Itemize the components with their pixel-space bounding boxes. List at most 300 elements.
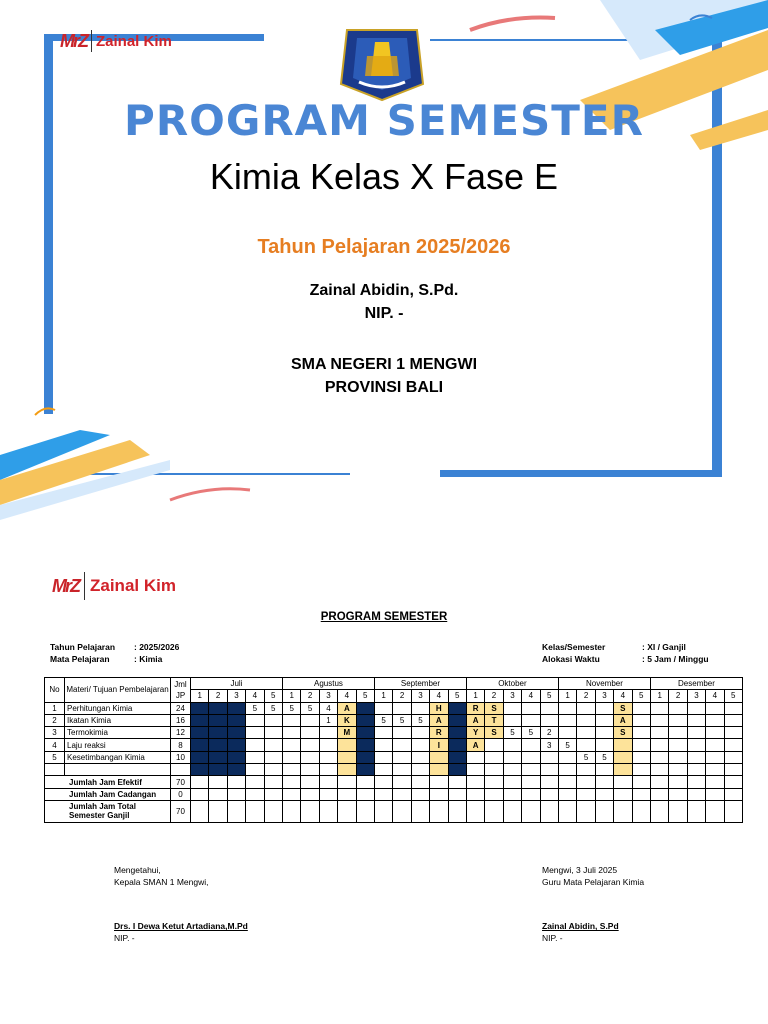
summary-cell bbox=[485, 776, 503, 788]
summary-cell bbox=[393, 800, 411, 822]
summary-cell bbox=[577, 776, 595, 788]
cover-subtitle: Kimia Kelas X Fase E bbox=[209, 156, 559, 197]
summary-cell bbox=[393, 776, 411, 788]
week-cell bbox=[430, 764, 448, 776]
week-cell: 1 bbox=[319, 714, 337, 726]
brand-logo-mark: MrZ bbox=[52, 575, 79, 596]
summary-cell bbox=[485, 788, 503, 800]
header-week: 5 bbox=[356, 690, 374, 702]
semester-schedule-table bbox=[44, 677, 743, 823]
week-cell bbox=[448, 702, 466, 714]
week-cell bbox=[411, 702, 429, 714]
signature-nip: NIP. - bbox=[542, 933, 563, 943]
brand-logo-divider bbox=[91, 30, 92, 52]
week-cell bbox=[393, 702, 411, 714]
week-cell bbox=[264, 739, 282, 751]
week-cell bbox=[687, 751, 705, 763]
squiggle-orange-left bbox=[35, 408, 55, 415]
week-cell bbox=[577, 727, 595, 739]
week-cell bbox=[374, 727, 392, 739]
table-row bbox=[45, 727, 743, 739]
week-cell bbox=[540, 702, 558, 714]
summary-row bbox=[45, 800, 743, 822]
week-cell bbox=[209, 714, 227, 726]
week-cell bbox=[448, 739, 466, 751]
week-cell bbox=[374, 739, 392, 751]
summary-cell bbox=[632, 788, 650, 800]
summary-cell bbox=[209, 788, 227, 800]
week-cell bbox=[191, 702, 209, 714]
week-cell bbox=[558, 714, 576, 726]
week-cell: 5 bbox=[577, 751, 595, 763]
week-cell bbox=[706, 702, 724, 714]
week-cell bbox=[319, 739, 337, 751]
header-week: 3 bbox=[687, 690, 705, 702]
header-week: 2 bbox=[485, 690, 503, 702]
summary-cell bbox=[191, 800, 209, 822]
week-cell bbox=[503, 764, 521, 776]
week-cell bbox=[650, 739, 668, 751]
summary-cell bbox=[264, 776, 282, 788]
summary-cell bbox=[448, 800, 466, 822]
week-cell bbox=[374, 702, 392, 714]
summary-cell bbox=[466, 776, 484, 788]
row-jp: 10 bbox=[171, 751, 191, 763]
week-cell bbox=[724, 702, 742, 714]
week-cell bbox=[448, 727, 466, 739]
summary-label: Jumlah Jam Cadangan bbox=[45, 788, 171, 800]
week-cell bbox=[650, 751, 668, 763]
summary-cell bbox=[650, 800, 668, 822]
week-cell bbox=[614, 739, 632, 751]
week-cell: A bbox=[430, 714, 448, 726]
cover-author: Zainal Abidin, S.Pd. bbox=[309, 282, 459, 299]
summary-cell bbox=[338, 776, 356, 788]
summary-cell bbox=[687, 788, 705, 800]
week-cell bbox=[319, 764, 337, 776]
summary-cell bbox=[411, 776, 429, 788]
meta-row bbox=[542, 653, 709, 665]
week-cell bbox=[577, 714, 595, 726]
week-cell bbox=[614, 764, 632, 776]
summary-cell bbox=[669, 776, 687, 788]
week-cell bbox=[485, 751, 503, 763]
summary-cell bbox=[282, 788, 300, 800]
summary-cell bbox=[430, 776, 448, 788]
week-cell bbox=[577, 739, 595, 751]
week-cell bbox=[264, 714, 282, 726]
week-cell bbox=[503, 702, 521, 714]
row-no: 2 bbox=[45, 714, 65, 726]
week-cell bbox=[338, 739, 356, 751]
header-month: Juli bbox=[191, 678, 283, 690]
week-cell: 5 bbox=[374, 714, 392, 726]
week-cell bbox=[338, 764, 356, 776]
week-cell bbox=[558, 751, 576, 763]
week-cell bbox=[466, 764, 484, 776]
week-cell bbox=[356, 764, 374, 776]
week-cell: A bbox=[466, 714, 484, 726]
signature-line2: Guru Mata Pelajaran Kimia bbox=[542, 877, 645, 887]
signature-name: Zainal Abidin, S.Pd bbox=[542, 921, 619, 931]
week-cell: K bbox=[338, 714, 356, 726]
table-row bbox=[45, 764, 743, 776]
header-week: 5 bbox=[632, 690, 650, 702]
meta-row bbox=[50, 641, 179, 653]
week-cell bbox=[209, 764, 227, 776]
week-cell bbox=[227, 739, 245, 751]
header-month: Desember bbox=[650, 678, 742, 690]
summary-label: Jumlah Jam Total Semester Ganjil bbox=[45, 800, 171, 822]
week-cell: 5 bbox=[393, 714, 411, 726]
summary-cell bbox=[209, 800, 227, 822]
week-cell: H bbox=[430, 702, 448, 714]
header-month: Agustus bbox=[282, 678, 374, 690]
summary-cell bbox=[522, 788, 540, 800]
week-cell bbox=[669, 727, 687, 739]
week-cell bbox=[650, 727, 668, 739]
week-cell: S bbox=[485, 727, 503, 739]
header-week: 4 bbox=[246, 690, 264, 702]
cover-academic-year: Tahun Pelajaran 2025/2026 bbox=[257, 236, 511, 258]
week-cell bbox=[687, 727, 705, 739]
header-week: 4 bbox=[338, 690, 356, 702]
week-cell bbox=[209, 702, 227, 714]
summary-cell bbox=[246, 776, 264, 788]
summary-cell bbox=[227, 788, 245, 800]
week-cell bbox=[393, 739, 411, 751]
header-week: 2 bbox=[393, 690, 411, 702]
summary-cell bbox=[227, 800, 245, 822]
week-cell bbox=[227, 702, 245, 714]
week-cell bbox=[209, 751, 227, 763]
row-jp: 16 bbox=[171, 714, 191, 726]
week-cell: 2 bbox=[540, 727, 558, 739]
header-week: 5 bbox=[448, 690, 466, 702]
header-week: 5 bbox=[540, 690, 558, 702]
header-week: 1 bbox=[374, 690, 392, 702]
meta-value: : 5 Jam / Minggu bbox=[642, 654, 709, 664]
table-row bbox=[45, 702, 743, 714]
summary-cell bbox=[301, 788, 319, 800]
week-cell bbox=[669, 751, 687, 763]
week-cell bbox=[485, 764, 503, 776]
week-cell bbox=[558, 727, 576, 739]
week-cell bbox=[282, 764, 300, 776]
meta-label: Mata Pelajaran bbox=[50, 654, 110, 664]
week-cell: 5 bbox=[301, 702, 319, 714]
row-materi: Perhitungan Kimia bbox=[65, 702, 171, 714]
week-cell: A bbox=[338, 702, 356, 714]
week-cell bbox=[393, 727, 411, 739]
summary-cell bbox=[430, 788, 448, 800]
cover-nip: NIP. - bbox=[364, 305, 404, 322]
brand-name: Zainal Kim bbox=[96, 32, 172, 50]
summary-cell bbox=[577, 800, 595, 822]
week-cell bbox=[411, 739, 429, 751]
header-week: 1 bbox=[558, 690, 576, 702]
summary-cell bbox=[522, 800, 540, 822]
summary-cell bbox=[466, 788, 484, 800]
week-cell bbox=[632, 714, 650, 726]
week-cell bbox=[301, 727, 319, 739]
week-cell bbox=[374, 751, 392, 763]
summary-cell bbox=[448, 788, 466, 800]
meta-row bbox=[542, 641, 709, 653]
week-cell bbox=[246, 751, 264, 763]
summary-cell bbox=[319, 788, 337, 800]
summary-cell bbox=[614, 788, 632, 800]
row-materi: Termokimia bbox=[65, 727, 171, 739]
week-cell: 5 bbox=[264, 702, 282, 714]
brand-logo-mark: MrZ bbox=[60, 30, 87, 51]
summary-value: 70 bbox=[171, 800, 191, 822]
week-cell bbox=[706, 751, 724, 763]
header-month: Oktober bbox=[466, 678, 558, 690]
summary-cell bbox=[338, 788, 356, 800]
summary-cell bbox=[356, 800, 374, 822]
summary-cell bbox=[503, 800, 521, 822]
summary-cell bbox=[246, 788, 264, 800]
summary-cell bbox=[319, 776, 337, 788]
week-cell bbox=[522, 739, 540, 751]
summary-cell bbox=[374, 776, 392, 788]
summary-cell bbox=[393, 788, 411, 800]
signature-name: Drs. I Dewa Ketut Artadiana,M.Pd bbox=[114, 921, 248, 931]
week-cell bbox=[595, 764, 613, 776]
week-cell bbox=[301, 739, 319, 751]
header-week: 2 bbox=[301, 690, 319, 702]
summary-cell bbox=[411, 788, 429, 800]
week-cell bbox=[246, 739, 264, 751]
week-cell: S bbox=[485, 702, 503, 714]
brand-logo-divider bbox=[84, 572, 85, 600]
summary-cell bbox=[301, 776, 319, 788]
week-cell bbox=[411, 764, 429, 776]
header-week: 5 bbox=[264, 690, 282, 702]
week-cell bbox=[540, 714, 558, 726]
summary-cell bbox=[540, 788, 558, 800]
signature-left bbox=[114, 864, 248, 944]
summary-cell bbox=[540, 800, 558, 822]
summary-cell bbox=[356, 776, 374, 788]
week-cell bbox=[393, 751, 411, 763]
week-cell bbox=[595, 739, 613, 751]
header-no: No bbox=[45, 678, 65, 703]
week-cell bbox=[319, 727, 337, 739]
table-row bbox=[45, 714, 743, 726]
summary-cell bbox=[319, 800, 337, 822]
week-cell bbox=[264, 751, 282, 763]
week-cell bbox=[650, 714, 668, 726]
week-cell: 5 bbox=[411, 714, 429, 726]
meta-value: : Kimia bbox=[134, 654, 163, 664]
week-cell bbox=[227, 727, 245, 739]
week-cell bbox=[706, 739, 724, 751]
summary-row bbox=[45, 788, 743, 800]
row-materi: Kesetimbangan Kimia bbox=[65, 751, 171, 763]
meta-value: : XI / Ganjil bbox=[642, 642, 686, 652]
week-cell bbox=[522, 714, 540, 726]
header-week: 4 bbox=[522, 690, 540, 702]
cover-province: PROVINSI BALI bbox=[324, 379, 444, 396]
meta-label: Alokasi Waktu bbox=[542, 654, 600, 664]
week-cell bbox=[356, 727, 374, 739]
week-cell bbox=[724, 739, 742, 751]
summary-cell bbox=[706, 776, 724, 788]
week-cell: 5 bbox=[522, 727, 540, 739]
header-week: 1 bbox=[466, 690, 484, 702]
summary-cell bbox=[430, 800, 448, 822]
row-jp: 12 bbox=[171, 727, 191, 739]
week-cell bbox=[522, 764, 540, 776]
summary-cell bbox=[558, 800, 576, 822]
summary-cell bbox=[503, 776, 521, 788]
week-cell bbox=[687, 764, 705, 776]
week-cell bbox=[227, 714, 245, 726]
summary-cell bbox=[724, 788, 742, 800]
header-row bbox=[45, 678, 743, 690]
summary-cell bbox=[522, 776, 540, 788]
week-cell bbox=[264, 764, 282, 776]
week-cell bbox=[191, 751, 209, 763]
week-cell bbox=[282, 739, 300, 751]
summary-cell bbox=[632, 776, 650, 788]
summary-cell bbox=[356, 788, 374, 800]
week-cell bbox=[282, 727, 300, 739]
week-cell bbox=[558, 764, 576, 776]
week-cell bbox=[614, 751, 632, 763]
week-cell bbox=[448, 714, 466, 726]
week-cell bbox=[411, 751, 429, 763]
summary-cell bbox=[577, 788, 595, 800]
week-cell bbox=[669, 739, 687, 751]
summary-cell bbox=[724, 800, 742, 822]
week-cell: M bbox=[338, 727, 356, 739]
row-materi: Laju reaksi bbox=[65, 739, 171, 751]
week-cell bbox=[356, 702, 374, 714]
row-no: 3 bbox=[45, 727, 65, 739]
week-cell bbox=[632, 702, 650, 714]
week-cell bbox=[650, 764, 668, 776]
brand-name: Zainal Kim bbox=[90, 576, 176, 595]
row-materi: Ikatan Kimia bbox=[65, 714, 171, 726]
week-cell bbox=[724, 714, 742, 726]
week-cell bbox=[191, 764, 209, 776]
header-week: 4 bbox=[614, 690, 632, 702]
header-month: September bbox=[374, 678, 466, 690]
week-cell bbox=[246, 764, 264, 776]
summary-cell bbox=[687, 776, 705, 788]
week-cell bbox=[706, 727, 724, 739]
week-cell bbox=[209, 727, 227, 739]
week-cell bbox=[319, 751, 337, 763]
summary-cell bbox=[558, 776, 576, 788]
header-week: 3 bbox=[411, 690, 429, 702]
week-cell bbox=[191, 714, 209, 726]
summary-cell bbox=[706, 800, 724, 822]
row-no: 4 bbox=[45, 739, 65, 751]
header-week: 5 bbox=[724, 690, 742, 702]
week-cell: 5 bbox=[246, 702, 264, 714]
week-cell bbox=[595, 702, 613, 714]
summary-cell bbox=[669, 800, 687, 822]
week-cell: S bbox=[614, 702, 632, 714]
week-cell bbox=[503, 739, 521, 751]
week-cell: 3 bbox=[540, 739, 558, 751]
header-week: 4 bbox=[706, 690, 724, 702]
row-jp: 24 bbox=[171, 702, 191, 714]
week-cell bbox=[577, 702, 595, 714]
week-cell bbox=[503, 714, 521, 726]
summary-cell bbox=[246, 800, 264, 822]
summary-cell bbox=[558, 788, 576, 800]
signature-line1: Mengetahui, bbox=[114, 865, 161, 875]
week-cell bbox=[246, 714, 264, 726]
summary-cell bbox=[669, 788, 687, 800]
week-cell bbox=[522, 702, 540, 714]
week-cell bbox=[669, 764, 687, 776]
week-cell: T bbox=[485, 714, 503, 726]
summary-cell bbox=[209, 776, 227, 788]
week-cell bbox=[338, 751, 356, 763]
week-cell bbox=[669, 714, 687, 726]
meta-value: : 2025/2026 bbox=[134, 642, 180, 652]
week-cell: 5 bbox=[558, 739, 576, 751]
summary-cell bbox=[632, 800, 650, 822]
week-cell bbox=[485, 739, 503, 751]
week-cell bbox=[411, 727, 429, 739]
summary-cell bbox=[614, 800, 632, 822]
week-cell bbox=[466, 751, 484, 763]
header-week: 3 bbox=[319, 690, 337, 702]
week-cell bbox=[191, 739, 209, 751]
week-cell bbox=[632, 751, 650, 763]
summary-cell bbox=[706, 788, 724, 800]
bali-province-emblem-icon bbox=[337, 26, 427, 102]
summary-cell bbox=[264, 800, 282, 822]
header-week: 3 bbox=[227, 690, 245, 702]
summary-cell bbox=[595, 800, 613, 822]
summary-cell bbox=[485, 800, 503, 822]
summary-cell bbox=[191, 776, 209, 788]
summary-cell bbox=[650, 788, 668, 800]
document-heading: PROGRAM SEMESTER bbox=[320, 611, 448, 623]
row-materi bbox=[65, 764, 171, 776]
brand-logo bbox=[60, 30, 172, 52]
week-cell: A bbox=[614, 714, 632, 726]
week-cell bbox=[264, 727, 282, 739]
summary-cell bbox=[338, 800, 356, 822]
week-cell: S bbox=[614, 727, 632, 739]
week-cell bbox=[706, 714, 724, 726]
week-cell bbox=[191, 727, 209, 739]
row-jp: 8 bbox=[171, 739, 191, 751]
summary-cell bbox=[448, 776, 466, 788]
week-cell bbox=[724, 751, 742, 763]
week-cell: 5 bbox=[503, 727, 521, 739]
summary-cell bbox=[595, 776, 613, 788]
summary-cell bbox=[724, 776, 742, 788]
header-month: November bbox=[558, 678, 650, 690]
week-cell: R bbox=[466, 702, 484, 714]
week-cell bbox=[577, 764, 595, 776]
week-cell bbox=[430, 751, 448, 763]
week-cell: Y bbox=[466, 727, 484, 739]
summary-cell bbox=[540, 776, 558, 788]
summary-cell bbox=[282, 800, 300, 822]
week-cell bbox=[374, 764, 392, 776]
